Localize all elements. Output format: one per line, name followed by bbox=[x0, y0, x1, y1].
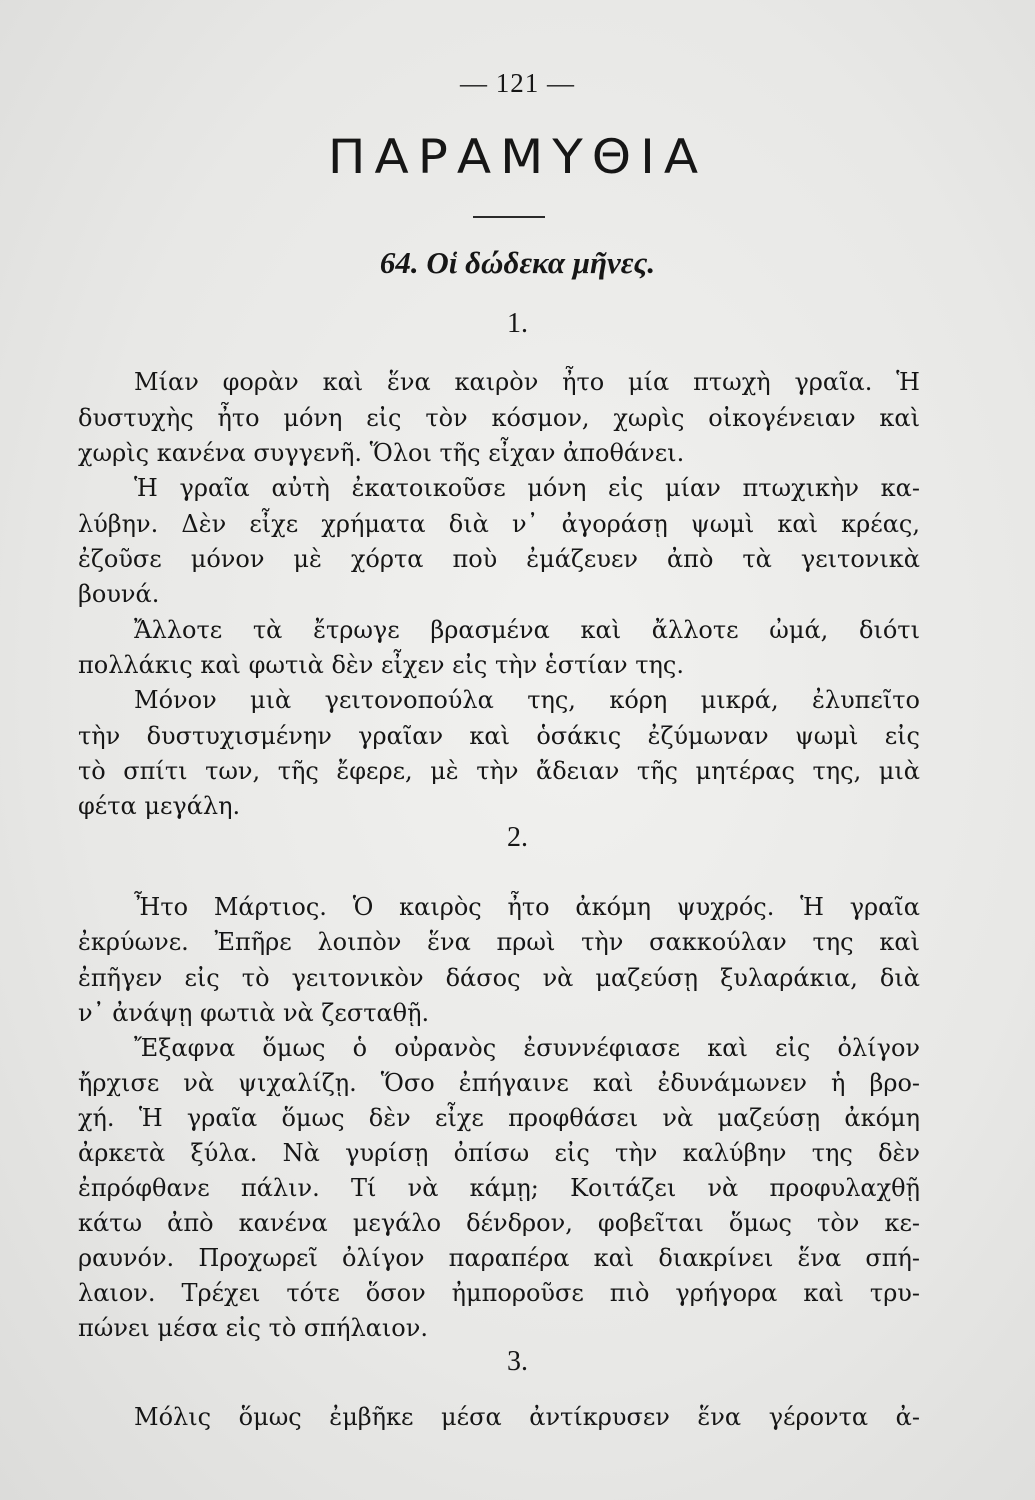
text-line: ἐζοῦσε μόνον μὲ χόρτα ποὺ ἐμάζευεν ἀπὸ τὰ γειτονικὰ bbox=[78, 545, 920, 573]
story-title: 64. Οἱ δώδεκα μῆνες. bbox=[379, 245, 656, 280]
text-line: λαιον. Τρέχει τότε ὅσον ἠμποροῦσε πιὸ γρήγορα καὶ τρυ- bbox=[78, 1279, 920, 1307]
text-line: Ἦτο Μάρτιος. Ὁ καιρὸς ἦτο ἀκόμη ψυχρός. Ἡ γραῖα bbox=[134, 893, 920, 921]
text-line: ἀρκετὰ ξύλα. Νὰ γυρίσῃ ὀπίσω εἰς τὴν καλύβην της δὲν bbox=[78, 1139, 920, 1167]
text-line: Μίαν φορὰν καὶ ἕνα καιρὸν ἦτο μία πτωχὴ γραῖα. Ἡ bbox=[134, 368, 920, 396]
text-line: ραυνόν. Προχωρεῖ ὀλίγον παραπέρα καὶ διακρίνει ἕνα σπή- bbox=[78, 1244, 920, 1272]
text-line: ἐκρύωνε. Ἐπῆρε λοιπὸν ἕνα πρωὶ τὴν σακκούλαν της καὶ bbox=[78, 928, 920, 956]
text-line: ἐπῆγεν εἰς τὸ γειτονικὸν δάσος νὰ μαζεύσῃ ξυλαράκια, διὰ bbox=[78, 964, 920, 992]
text-line: Ἔξαφνα ὅμως ὁ οὐρανὸς ἐσυννέφιασε καὶ εἰς ὀλίγον bbox=[134, 1034, 920, 1062]
text-line: τὸ σπίτι των, τῆς ἔφερε, μὲ τὴν ἄδειαν τῆς μητέρας της, μιὰ bbox=[78, 757, 920, 785]
text-line: χωρὶς κανένα συγγενῆ. Ὅλοι τῆς εἶχαν ἀποθάνει. bbox=[78, 439, 685, 467]
text-line: πολλάκις καὶ φωτιὰ δὲν εἶχεν εἰς τὴν ἑστίαν της. bbox=[78, 651, 684, 679]
text-line: ν᾽ ἀνάψῃ φωτιὰ νὰ ζεσταθῇ. bbox=[78, 999, 430, 1027]
section-number: 2. bbox=[507, 822, 528, 853]
title-divider bbox=[473, 216, 545, 218]
text-line: λύβην. Δὲν εἶχε χρήματα διὰ ν᾽ ἀγοράσῃ ψωμὶ καὶ κρέας, bbox=[78, 510, 920, 538]
text-line: ἐπρόφθανε πάλιν. Τί νὰ κάμῃ; Κοιτάζει νὰ προφυλαχθῇ bbox=[78, 1174, 920, 1202]
text-line: Μόλις ὅμως ἐμβῆκε μέσα ἀντίκρυσεν ἕνα γέροντα ἀ- bbox=[134, 1403, 920, 1431]
text-line: δυστυχὴς ἦτο μόνη εἰς τὸν κόσμον, χωρὶς οἰκογένειαν καὶ bbox=[78, 404, 920, 432]
chapter-title: ΠΑΡΑΜΥΘΙΑ bbox=[327, 129, 708, 185]
section-number: 1. bbox=[507, 308, 528, 339]
text-line: βουνά. bbox=[78, 580, 160, 608]
section-number: 3. bbox=[507, 1346, 528, 1377]
text-line: κάτω ἀπὸ κανένα μεγάλο δένδρον, φοβεῖται ὅμως τὸν κε- bbox=[78, 1209, 920, 1237]
page-number: — 121 — bbox=[460, 68, 575, 98]
text-line: Ἄλλοτε τὰ ἔτρωγε βρασμένα καὶ ἄλλοτε ὠμά, διότι bbox=[134, 616, 920, 644]
text-line: πώνει μέσα εἰς τὸ σπήλαιον. bbox=[78, 1314, 428, 1342]
text-line: ἤρχισε νὰ ψιχαλίζῃ. Ὅσο ἐπήγαινε καὶ ἐδυνάμωνεν ἡ βρο- bbox=[78, 1069, 920, 1097]
text-line: χή. Ἡ γραῖα ὅμως δὲν εἶχε προφθάσει νὰ μαζεύσῃ ἀκόμη bbox=[78, 1104, 920, 1132]
text-line: φέτα μεγάλη. bbox=[78, 792, 241, 820]
text-line: Μόνον μιὰ γειτονοπούλα της, κόρη μικρά, ἐλυπεῖτο bbox=[134, 686, 920, 714]
text-line: Ἡ γραῖα αὐτὴ ἐκατοικοῦσε μόνη εἰς μίαν πτωχικὴν κα- bbox=[134, 474, 920, 502]
text-line: τὴν δυστυχισμένην γραῖαν καὶ ὁσάκις ἐζύμωναν ψωμὶ εἰς bbox=[78, 722, 920, 750]
